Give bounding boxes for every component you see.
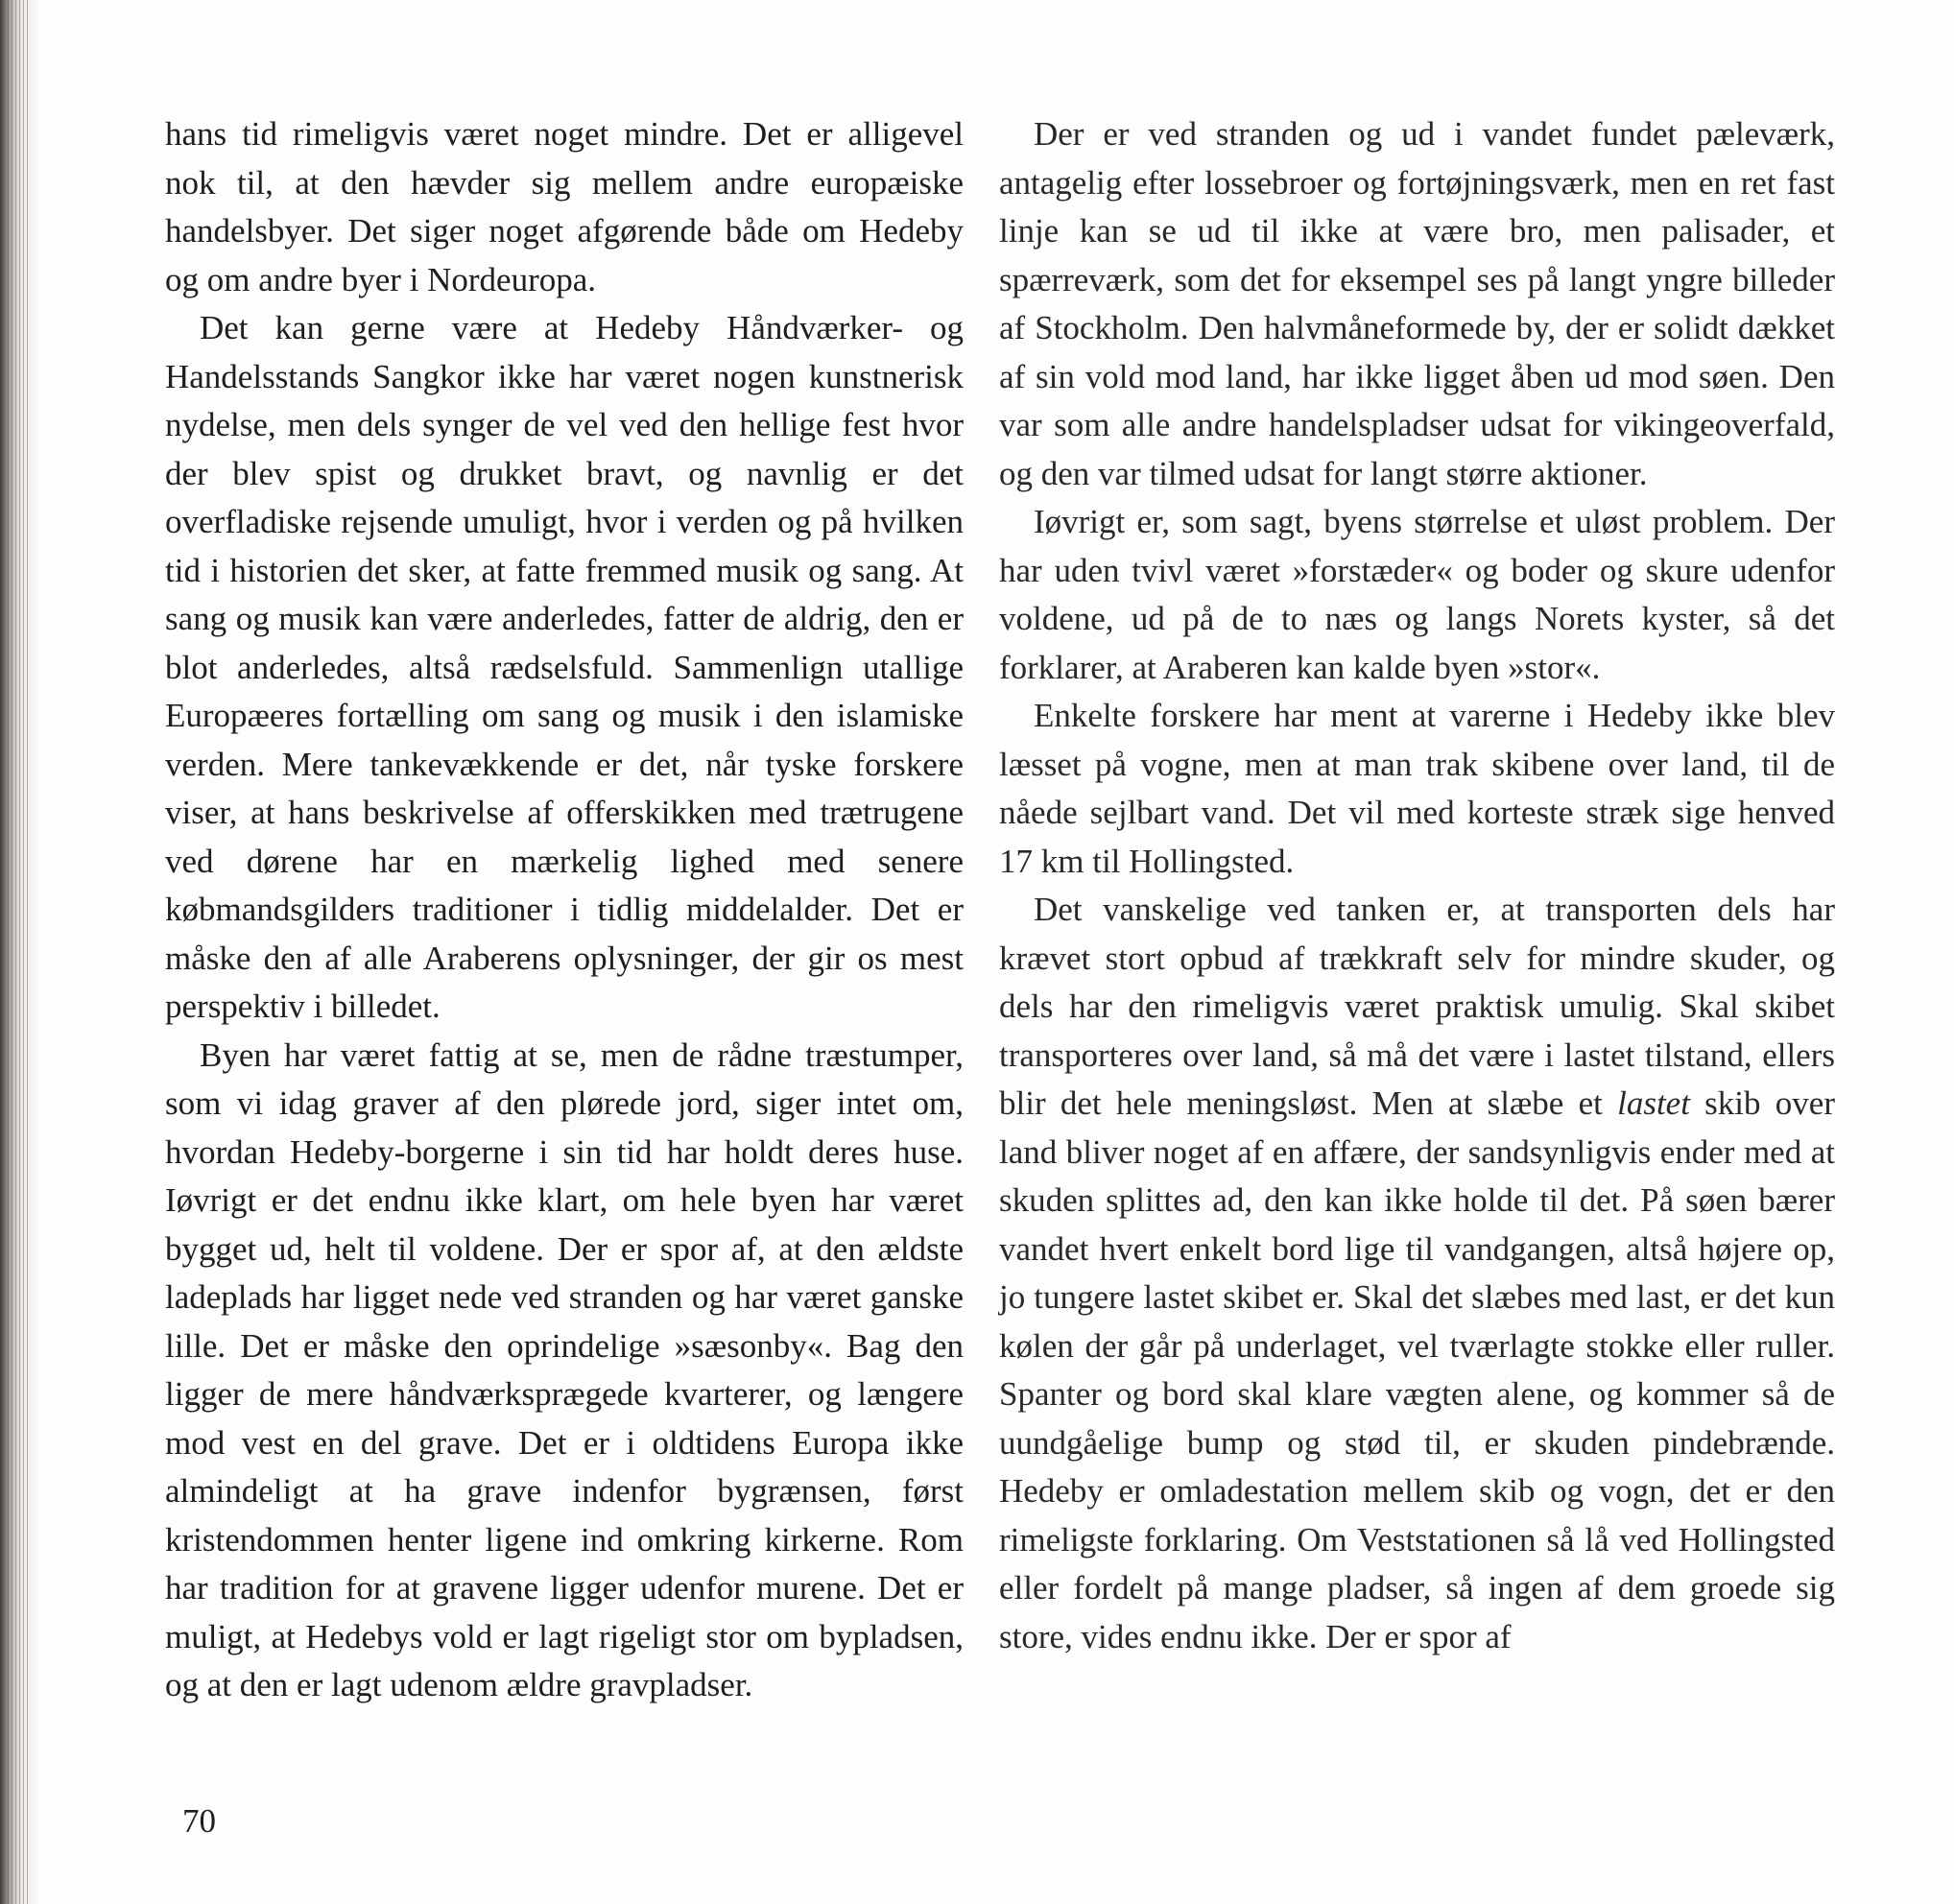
left-paragraph-1: hans tid rimeligvis været noget mindre. Det er alligevel nok til, at den hævder sig mellem andre europæiske handelsbyer. Det siger noget afgørende både om Hedeby og om andre byer i Nordeuropa.	[165, 115, 964, 298]
right-paragraph-1: Der er ved stranden og ud i vandet fundet pæleværk, antagelig efter lossebroer og fortøjningsværk, men en ret fast linje kan se ud til ikke at være bro, men palisader, et spærreværk, som det for eksempel ses på langt yngre billeder af Stockholm. Den halvmåneformede by, der er solidt dækket af sin vold mod land, har ikke ligget åben ud mod søen. Den var som alle andre handelspladser udsat for vikingeoverfald, og den var tilmed udsat for langt større aktioner.	[999, 115, 1835, 492]
right-paragraph-3: Enkelte forskere har ment at varerne i Hedeby ikke blev læsset på vogne, men at man trak skibene over land, til de nåede sejlbart vand. Det vil med korteste stræk sige henved 17 km til Hollingsted.	[999, 697, 1835, 880]
italic-word-lastet: lastet	[1617, 1084, 1690, 1122]
right-paragraph-4-start: Det vanskelige ved tanken er, at transporten dels har krævet stort opbud af trækkraft selv for mindre skuder, og dels har den rimeligvis været praktisk umulig. Skal skibet transporteres over land, så må det være i lastet tilstand, ellers blir det hele meningsløst. Men at slæbe et	[999, 891, 1835, 1122]
right-paragraph-4	[999, 886, 1835, 1661]
right-column	[999, 110, 1835, 1661]
page-edges	[8, 0, 29, 1904]
right-paragraph-4-end: skib over land bliver noget af en affære, der sandsynligvis ender med at skuden splittes ad, den kan ikke holde til det. På søen bærer vandet hvert enkelt bord lige til vandgangen, altså højere op, jo tungere lastet skibet er. Skal det slæbes med last, er det kun kølen der går på underlaget, vel tværlagte stokke eller ruller. Spanter og bord skal klare vægten alene, og kommer så de uundgåelige bump og stød til, er skuden pindebrænde. Hedeby er omladestation mellem skib og vogn, det er den rimeligste forklaring. Om Veststationen så lå ved Hollingsted eller fordelt på mange pladser, så ingen af dem groede sig store, vides endnu ikke. Der er spor af	[999, 1084, 1835, 1655]
left-paragraph-2: Det kan gerne være at Hedeby Håndværker- og Handelsstands Sangkor ikke har været nogen kunstnerisk nydelse, men dels synger de vel ved den hellige fest hvor der blev spist og drukket bravt, og navnlig er det overfladiske rejsende umuligt, hvor i verden og på hvilken tid i historien det sker, at fatte fremmed musik og sang. At sang og musik kan være anderledes, fatter de aldrig, den er blot anderledes, altså rædselsfuld. Sammenlign utallige Europæeres fortælling om sang og musik i den islamiske verden. Mere tankevækkende er det, når tyske forskere viser, at hans beskrivelse af offerskikken med trætrugene ved dørene har en mærkelig lighed med senere købmandsgilders traditioner i tidlig middelalder. Det er måske den af alle Araberens oplysninger, der gir os mest perspektiv i billedet.	[165, 309, 964, 1025]
left-column	[165, 110, 964, 1710]
right-paragraph-2: Iøvrigt er, som sagt, byens størrelse et uløst problem. Der har uden tvivl været »forstæder« og boder og skure udenfor voldene, ud på de to næs og langs Norets kyster, så det forklarer, at Araberen kan kalde byen »stor«.	[999, 503, 1835, 686]
page-number: 70	[182, 1802, 216, 1840]
left-paragraph-3: Byen har været fattig at se, men de rådne træstumper, som vi idag graver af den plørede jord, siger intet om, hvordan Hedeby-borgerne i sin tid har holdt deres huse. Iøvrigt er det endnu ikke klart, om hele byen har været bygget ud, helt til voldene. Der er spor af, at den ældste ladeplads har ligget nede ved stranden og har været ganske lille. Det er måske den oprindelige »sæsonby«. Bag den ligger de mere håndværksprægede kvarterer, og længere mod vest en del grave. Det er i oldtidens Europa ikke almindeligt at ha grave indenfor bygrænsen, først kristendommen henter ligene ind omkring kirkerne. Rom har tradition for at gravene ligger udenfor murene. Det er muligt, at Hedebys vold er lagt rigeligt stor om bypladsen, og at den er lagt udenom ældre gravpladser.	[165, 1035, 964, 1703]
